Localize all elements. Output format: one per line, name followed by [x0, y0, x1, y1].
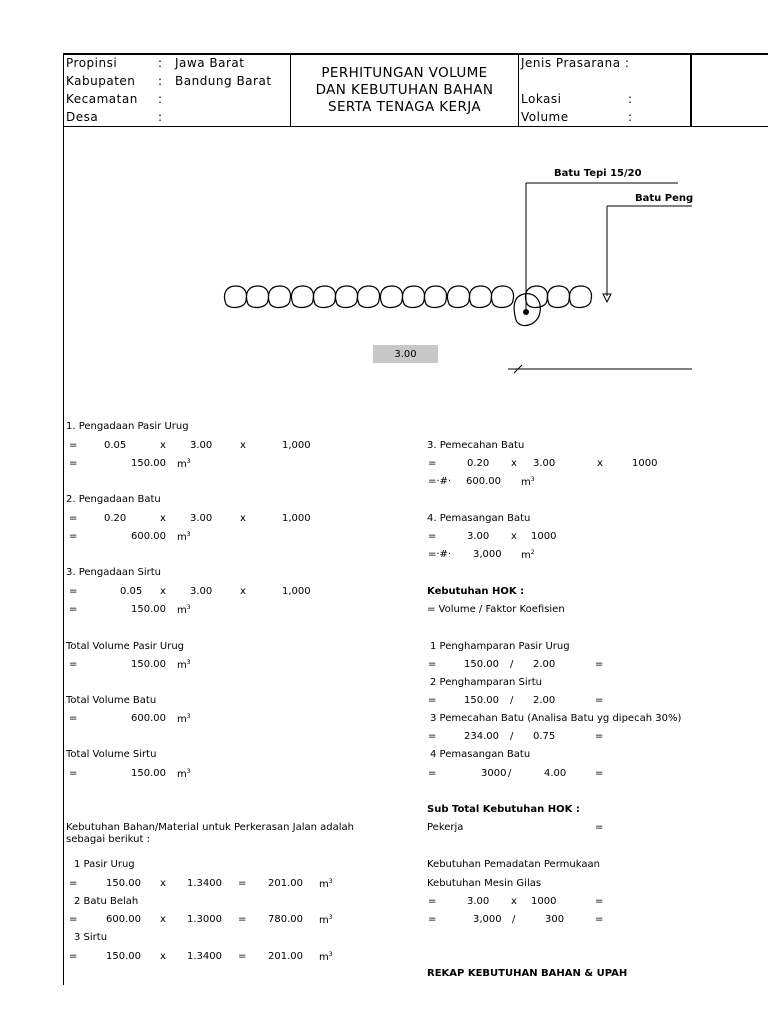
- p4-res-eq: =·#·: [428, 549, 452, 560]
- h2-div: /: [510, 695, 514, 706]
- pengadaan-sirtu-title: 3. Pengadaan Sirtu: [66, 567, 161, 578]
- s1-length: 1,000: [282, 440, 311, 451]
- volume-label: Volume: [521, 110, 569, 124]
- desa-label: Desa: [66, 110, 99, 124]
- stone: [402, 286, 424, 307]
- stone: [447, 286, 469, 307]
- stone: [246, 286, 268, 307]
- kabupaten-label: Kabupaten: [66, 74, 136, 88]
- h1-div: /: [510, 659, 514, 670]
- s1-width: 3.00: [190, 440, 213, 451]
- hok-title: Kebutuhan HOK :: [427, 586, 525, 597]
- s1-unit: [177, 458, 191, 470]
- total-batu-title: Total Volume Batu: [66, 695, 157, 706]
- kebutuhan-intro-line2: sebagai berikut :: [66, 834, 150, 845]
- stone: [569, 286, 591, 307]
- total-sirtu-value: 150.00: [131, 768, 166, 779]
- m3-factor: 1.3400: [187, 951, 222, 962]
- unit-text: m: [319, 952, 329, 963]
- s2-unit: [177, 531, 191, 543]
- p3-eq: =: [428, 458, 437, 469]
- unit-text: m: [319, 879, 329, 890]
- unit-exp: 3: [186, 659, 191, 666]
- kecamatan-sep: :: [158, 92, 163, 106]
- pekerja-label: Pekerja: [427, 822, 464, 833]
- s3-x1: x: [160, 586, 166, 597]
- total-sirtu-eq: =: [69, 768, 78, 779]
- volume-sep: :: [628, 110, 633, 124]
- stone: [547, 286, 569, 307]
- s1-eq: =: [69, 440, 78, 451]
- unit-text: m: [177, 459, 187, 470]
- kebutuhan-intro-line1: Kebutuhan Bahan/Material untuk Perkerasan Jalan adalah: [66, 822, 354, 833]
- p4-length: 1000: [531, 531, 557, 542]
- h4-coef: 4.00: [544, 768, 567, 779]
- label-batu-peng: Batu Peng: [635, 193, 694, 204]
- label-batu-tepi: Batu Tepi 15/20: [554, 168, 642, 179]
- stone: [424, 286, 446, 307]
- unit-text: m: [521, 477, 531, 488]
- p3-result: 600.00: [466, 476, 501, 487]
- hok-pemecahan-title: 3 Pemecahan Batu (Analisa Batu yg dipecah 30%): [430, 713, 682, 724]
- hok-formula: = Volume / Faktor Koefisien: [427, 604, 565, 615]
- p3-unit: [521, 476, 535, 488]
- s1-x2: x: [240, 440, 246, 451]
- p3-x1: x: [511, 458, 517, 469]
- width-value: 3.00: [394, 348, 417, 360]
- mg1-eq2: =: [595, 896, 604, 907]
- width-dimension-box: [373, 345, 438, 363]
- stone: [357, 286, 379, 307]
- s2-eq: =: [69, 513, 78, 524]
- unit-text: m: [521, 550, 531, 561]
- propinsi-value: Jawa Barat: [175, 56, 245, 70]
- s3-width: 3.00: [190, 586, 213, 597]
- p4-result: 3,000: [473, 549, 502, 560]
- m1-unit: [319, 878, 333, 890]
- p3-x2: x: [597, 458, 603, 469]
- unit-exp: 3: [328, 951, 333, 958]
- material-pasir-title: 1 Pasir Urug: [74, 859, 135, 870]
- p3-res-eq: =·#·: [428, 476, 452, 487]
- total-batu-eq: =: [69, 713, 78, 724]
- m1-eq: =: [69, 878, 78, 889]
- unit-exp: 3: [186, 604, 191, 611]
- h1-volume: 150.00: [464, 659, 499, 670]
- stone: [291, 286, 313, 307]
- p4-x: x: [511, 531, 517, 542]
- propinsi-label: Propinsi: [66, 56, 118, 70]
- stone: [525, 286, 547, 307]
- stone: [313, 286, 335, 307]
- pekerja-eq: =: [595, 822, 604, 833]
- h1-eq2: =: [595, 659, 604, 670]
- total-batu-unit: [177, 713, 191, 725]
- h4-div: /: [508, 768, 512, 779]
- h2-coef: 2.00: [533, 695, 556, 706]
- s3-thickness: 0.05: [120, 586, 143, 597]
- unit-text: m: [177, 660, 187, 671]
- total-batu-value: 600.00: [131, 713, 166, 724]
- m2-factor: 1.3000: [187, 914, 222, 925]
- m2-eq: =: [69, 914, 78, 925]
- stone: [469, 286, 491, 307]
- s2-width: 3.00: [190, 513, 213, 524]
- propinsi-sep: :: [158, 56, 163, 70]
- m1-x: x: [160, 878, 166, 889]
- h3-div: /: [510, 731, 514, 742]
- h3-volume: 234.00: [464, 731, 499, 742]
- s1-thickness: 0.05: [104, 440, 127, 451]
- s3-unit: [177, 604, 191, 616]
- h4-eq2: =: [595, 768, 604, 779]
- m1-volume: 150.00: [106, 878, 141, 889]
- h2-eq2: =: [595, 695, 604, 706]
- lokasi-label: Lokasi: [521, 92, 562, 106]
- h4-volume: 3000: [481, 768, 507, 779]
- m1-factor: 1.3400: [187, 878, 222, 889]
- total-pasir-unit: [177, 659, 191, 671]
- total-sirtu-title: Total Volume Sirtu: [66, 749, 157, 760]
- m2-x: x: [160, 914, 166, 925]
- s2-thickness: 0.20: [104, 513, 127, 524]
- stone-row: [224, 286, 591, 326]
- unit-exp: 2: [530, 549, 535, 556]
- p3-thickness: 0.20: [467, 458, 490, 469]
- m3-unit: [319, 951, 333, 963]
- jenis-prasarana-label: Jenis Prasarana :: [521, 56, 630, 70]
- s2-res-eq: =: [69, 531, 78, 542]
- s3-x2: x: [240, 586, 246, 597]
- total-sirtu-unit: [177, 768, 191, 780]
- mg2-capacity: 300: [545, 914, 565, 925]
- mg2-div: /: [512, 914, 516, 925]
- pasir-urug-title: 1. Pengadaan Pasir Urug: [66, 421, 189, 432]
- title-line-2: DAN KEBUTUHAN BAHAN: [315, 81, 494, 98]
- m2-result: 780.00: [268, 914, 303, 925]
- title-line-3: SERTA TENAGA KERJA: [327, 98, 482, 115]
- unit-exp: 3: [186, 768, 191, 775]
- h3-coef: 0.75: [533, 731, 556, 742]
- m2-eq2: =: [238, 914, 247, 925]
- s1-result: 150.00: [131, 458, 166, 469]
- material-batu-title: 2 Batu Belah: [74, 896, 139, 907]
- h3-eq2: =: [595, 731, 604, 742]
- mg2-eq: =: [428, 914, 437, 925]
- m3-x: x: [160, 951, 166, 962]
- unit-text: m: [177, 605, 187, 616]
- m2-unit: [319, 914, 333, 926]
- rekap-title: REKAP KEBUTUHAN BAHAN & UPAH: [427, 968, 628, 979]
- total-pasir-eq: =: [69, 659, 78, 670]
- material-sirtu-title: 3 Sirtu: [74, 932, 108, 943]
- hok-pemasangan-title: 4 Pemasangan Batu: [430, 749, 531, 760]
- p4-eq: =: [428, 531, 437, 542]
- s1-res-eq: =: [69, 458, 78, 469]
- total-pasir-value: 150.00: [131, 659, 166, 670]
- m2-volume: 600.00: [106, 914, 141, 925]
- p3-width: 3.00: [533, 458, 556, 469]
- hok-pasir-title: 1 Penghamparan Pasir Urug: [430, 641, 570, 652]
- m3-eq: =: [69, 951, 78, 962]
- s3-result: 150.00: [131, 604, 166, 615]
- h2-volume: 150.00: [464, 695, 499, 706]
- leader-batu-tepi-dot: [524, 310, 529, 315]
- unit-exp: 3: [328, 878, 333, 885]
- pemasangan-batu-title: 4. Pemasangan Batu: [427, 513, 531, 524]
- kecamatan-label: Kecamatan: [66, 92, 138, 106]
- kabupaten-sep: :: [158, 74, 163, 88]
- title-line-1: PERHITUNGAN VOLUME: [321, 64, 488, 81]
- mesin-gilas-title: Kebutuhan Mesin Gilas: [427, 878, 542, 889]
- mg1-width: 3.00: [467, 896, 490, 907]
- s1-x1: x: [160, 440, 166, 451]
- stone: [335, 286, 357, 307]
- mg1-eq: =: [428, 896, 437, 907]
- h3-eq: =: [428, 731, 437, 742]
- mg1-x: x: [511, 896, 517, 907]
- p3-length: 1000: [632, 458, 658, 469]
- m3-result: 201.00: [268, 951, 303, 962]
- s2-result: 600.00: [131, 531, 166, 542]
- kabupaten-value: Bandung Barat: [175, 74, 272, 88]
- pemadatan-title: Kebutuhan Pemadatan Permukaan: [427, 859, 600, 870]
- hok-sirtu-title: 2 Penghamparan Sirtu: [430, 677, 542, 688]
- pemecahan-batu-title: 3. Pemecahan Batu: [427, 440, 525, 451]
- unit-exp: 3: [530, 476, 535, 483]
- pengadaan-batu-title: 2. Pengadaan Batu: [66, 494, 161, 505]
- h1-coef: 2.00: [533, 659, 556, 670]
- unit-text: m: [177, 532, 187, 543]
- unit-exp: 3: [186, 458, 191, 465]
- total-pasir-title: Total Volume Pasir Urug: [66, 641, 185, 652]
- h4-eq: =: [428, 768, 437, 779]
- s3-res-eq: =: [69, 604, 78, 615]
- p4-width: 3.00: [467, 531, 490, 542]
- m3-volume: 150.00: [106, 951, 141, 962]
- s2-length: 1,000: [282, 513, 311, 524]
- h2-eq: =: [428, 695, 437, 706]
- mg1-length: 1000: [531, 896, 557, 907]
- s3-length: 1,000: [282, 586, 311, 597]
- s3-eq: =: [69, 586, 78, 597]
- stone: [380, 286, 402, 307]
- lokasi-sep: :: [628, 92, 633, 106]
- desa-sep: :: [158, 110, 163, 124]
- unit-exp: 3: [186, 531, 191, 538]
- m1-eq2: =: [238, 878, 247, 889]
- stone: [268, 286, 290, 307]
- unit-exp: 3: [186, 713, 191, 720]
- subtotal-hok-title: Sub Total Kebutuhan HOK :: [427, 804, 580, 815]
- m1-result: 201.00: [268, 878, 303, 889]
- stone: [224, 286, 246, 307]
- mg2-eq2: =: [595, 914, 604, 925]
- m3-eq2: =: [238, 951, 247, 962]
- unit-text: m: [319, 915, 329, 926]
- unit-exp: 3: [328, 914, 333, 921]
- unit-text: m: [177, 714, 187, 725]
- mg2-area: 3,000: [473, 914, 502, 925]
- p4-unit: [521, 549, 535, 561]
- unit-text: m: [177, 769, 187, 780]
- h1-eq: =: [428, 659, 437, 670]
- s2-x1: x: [160, 513, 166, 524]
- s2-x2: x: [240, 513, 246, 524]
- stone: [491, 286, 513, 307]
